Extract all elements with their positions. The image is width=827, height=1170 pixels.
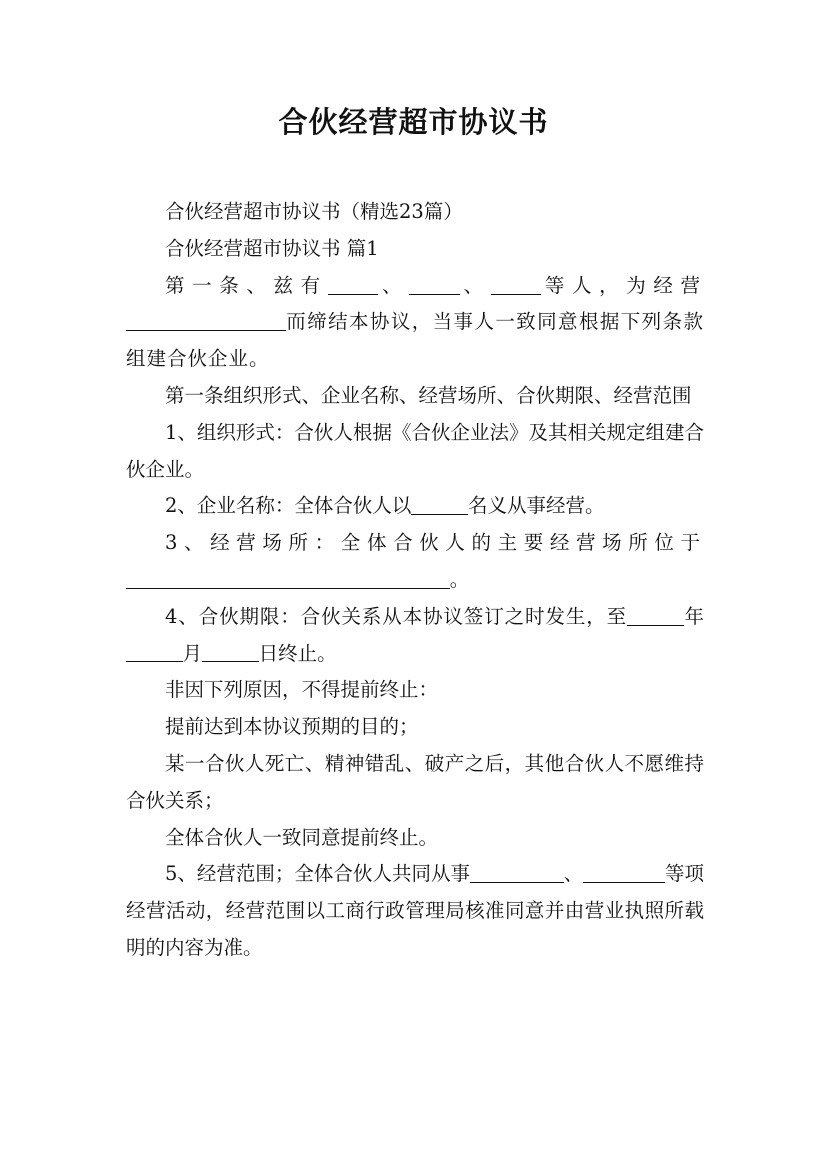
paragraph-item-2 bbox=[126, 488, 704, 525]
paragraph-text: 非因下列原因，不得提前终止： bbox=[165, 678, 439, 702]
paragraph-section-heading bbox=[126, 231, 704, 268]
blank-line bbox=[411, 495, 468, 516]
paragraph-item-1 bbox=[126, 415, 704, 489]
blank-line bbox=[409, 274, 460, 295]
blank-line bbox=[202, 642, 259, 663]
paragraph-text: 第一条、兹有 bbox=[165, 273, 328, 297]
paragraph-termination-reason-1 bbox=[126, 709, 704, 746]
paragraph-text: 而缔结本协议，当事人一致同意根据下列条款组建合伙企业。 bbox=[126, 310, 704, 371]
paragraph-text: 月 bbox=[182, 641, 203, 665]
paragraph-text: 、 bbox=[459, 273, 491, 297]
paragraph-article-heading bbox=[126, 378, 704, 415]
paragraph-termination-reason-3 bbox=[126, 820, 704, 857]
paragraph-text: 等项经营活动，经营范围以工商行政管理局核准同意并由营业执照所载明的内容为准。 bbox=[126, 862, 704, 959]
paragraph-text: 、 bbox=[378, 273, 410, 297]
document-body bbox=[126, 194, 704, 967]
paragraph-termination-intro bbox=[126, 672, 704, 709]
paragraph-text: 3、经营场所：全体合伙人的主要经营场所位于 bbox=[165, 531, 704, 555]
blank-line bbox=[627, 605, 684, 626]
paragraph-text: 提前达到本协议预期的目的； bbox=[165, 715, 419, 739]
paragraph-item-4 bbox=[126, 599, 704, 673]
paragraph-text: 等人，为经营 bbox=[541, 273, 704, 297]
paragraph-text: 。 bbox=[449, 567, 474, 591]
paragraph-item-3 bbox=[126, 525, 704, 599]
paragraph-text: 1、组织形式：合伙人根据《合伙企业法》及其相关规定组建合伙企业。 bbox=[126, 420, 704, 481]
blank-line bbox=[126, 642, 183, 663]
paragraph-text: 、 bbox=[563, 862, 584, 886]
paragraph-text: 名义从事经营。 bbox=[467, 494, 605, 518]
paragraph-text: 年 bbox=[683, 604, 704, 628]
paragraph-text: 合伙经营超市协议书（精选23篇） bbox=[165, 200, 463, 223]
blank-line bbox=[328, 274, 379, 295]
paragraph-text: 第一条组织形式、企业名称、经营场所、合伙期限、经营范围 bbox=[165, 383, 692, 407]
blank-line bbox=[583, 863, 665, 884]
blank-line bbox=[126, 568, 450, 589]
paragraph-text: 日终止。 bbox=[258, 641, 337, 665]
document-title: 合伙经营超市协议书 bbox=[278, 105, 549, 139]
paragraph-article-1 bbox=[126, 268, 704, 378]
paragraph-text: 全体合伙人一致同意提前终止。 bbox=[165, 825, 439, 849]
paragraph-text: 5、经营范围；全体合伙人共同从事 bbox=[165, 862, 470, 886]
paragraph-subtitle bbox=[126, 194, 704, 231]
paragraph-text: 4、合伙期限：合伙关系从本协议签订之时发生，至 bbox=[165, 604, 628, 628]
blank-line bbox=[126, 311, 286, 332]
paragraph-text: 合伙经营超市协议书 篇1 bbox=[165, 236, 379, 260]
paragraph-text: 2、企业名称：全体合伙人以 bbox=[165, 494, 412, 518]
paragraph-termination-reason-2 bbox=[126, 746, 704, 820]
blank-line bbox=[491, 274, 542, 295]
paragraph-text: 某一合伙人死亡、精神错乱、破产之后，其他合伙人不愿维持合伙关系； bbox=[126, 751, 704, 812]
paragraph-item-5 bbox=[126, 856, 704, 966]
blank-line bbox=[470, 863, 564, 884]
